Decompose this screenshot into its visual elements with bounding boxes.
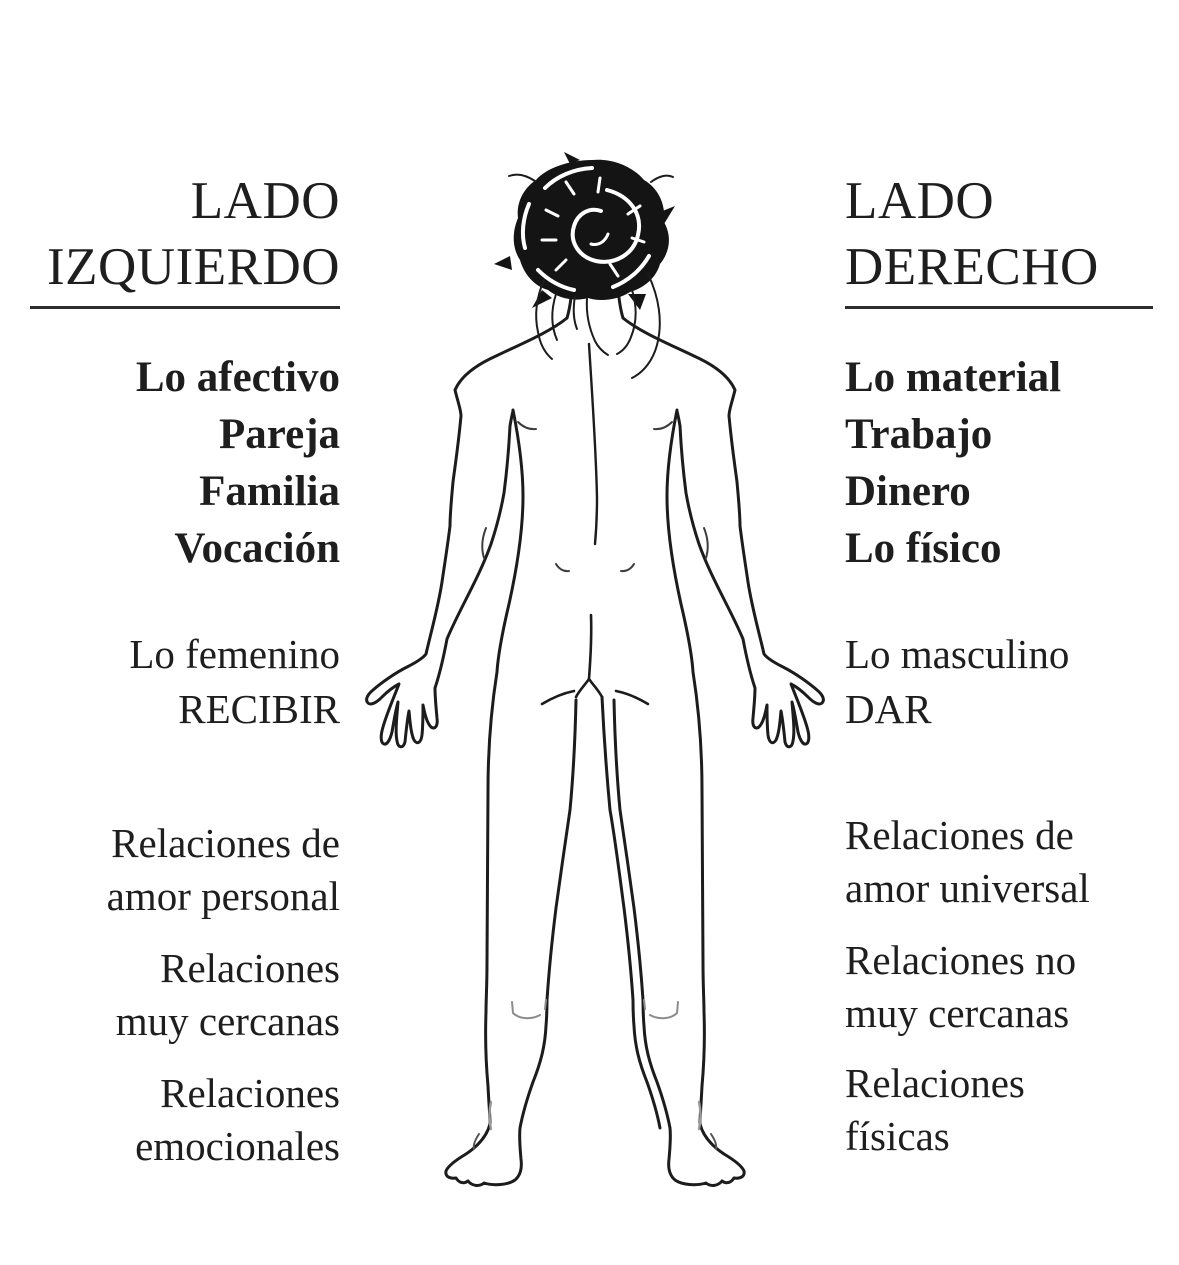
group-line: Relaciones	[160, 1070, 340, 1116]
left-group-relations-2	[30, 942, 340, 1048]
right-group-relations-1	[845, 809, 1153, 915]
group-line: amor universal	[845, 865, 1090, 911]
group-line: muy cercanas	[115, 998, 340, 1044]
left-bold-item: Vocación	[174, 525, 340, 572]
group-line: Relaciones de	[111, 820, 340, 866]
group-line: emocionales	[135, 1123, 340, 1169]
left-group-relations-3	[30, 1067, 340, 1173]
left-title-line-1: LADO	[190, 172, 340, 230]
right-mid-item: Lo masculino	[845, 631, 1070, 677]
left-column	[30, 168, 340, 1173]
right-column	[845, 168, 1153, 1163]
right-mid-list	[845, 627, 1153, 737]
right-title-line-2: DERECHO	[845, 238, 1099, 296]
group-line: Relaciones no	[845, 937, 1077, 983]
group-line: amor personal	[106, 873, 340, 919]
left-bold-item: Familia	[199, 468, 340, 515]
group-line: Relaciones de	[845, 812, 1074, 858]
right-bold-list	[845, 349, 1153, 577]
left-bold-item: Lo afectivo	[135, 354, 340, 401]
right-group-relations-2	[845, 934, 1153, 1040]
right-title	[845, 168, 1153, 309]
right-title-line-1: LADO	[845, 172, 995, 230]
left-mid-item: Lo femenino	[129, 631, 340, 677]
right-bold-item: Lo físico	[845, 525, 1002, 572]
left-title	[30, 168, 340, 309]
group-line: muy cercanas	[845, 990, 1070, 1036]
group-line: Relaciones	[845, 1060, 1025, 1106]
left-mid-item: RECIBIR	[178, 686, 340, 732]
right-group-relations-3	[845, 1057, 1153, 1163]
right-bold-item: Lo material	[845, 354, 1062, 401]
left-group-relations-1	[30, 817, 340, 923]
right-bold-item: Dinero	[845, 468, 971, 515]
group-line: físicas	[845, 1113, 950, 1159]
woman-back-figure-icon	[360, 148, 830, 1193]
left-title-line-2: IZQUIERDO	[47, 238, 340, 296]
left-bold-item: Pareja	[219, 411, 340, 458]
right-bold-item: Trabajo	[845, 411, 993, 458]
right-mid-item: DAR	[845, 686, 932, 732]
left-bold-list	[30, 349, 340, 577]
group-line: Relaciones	[160, 945, 340, 991]
left-mid-list	[30, 627, 340, 737]
